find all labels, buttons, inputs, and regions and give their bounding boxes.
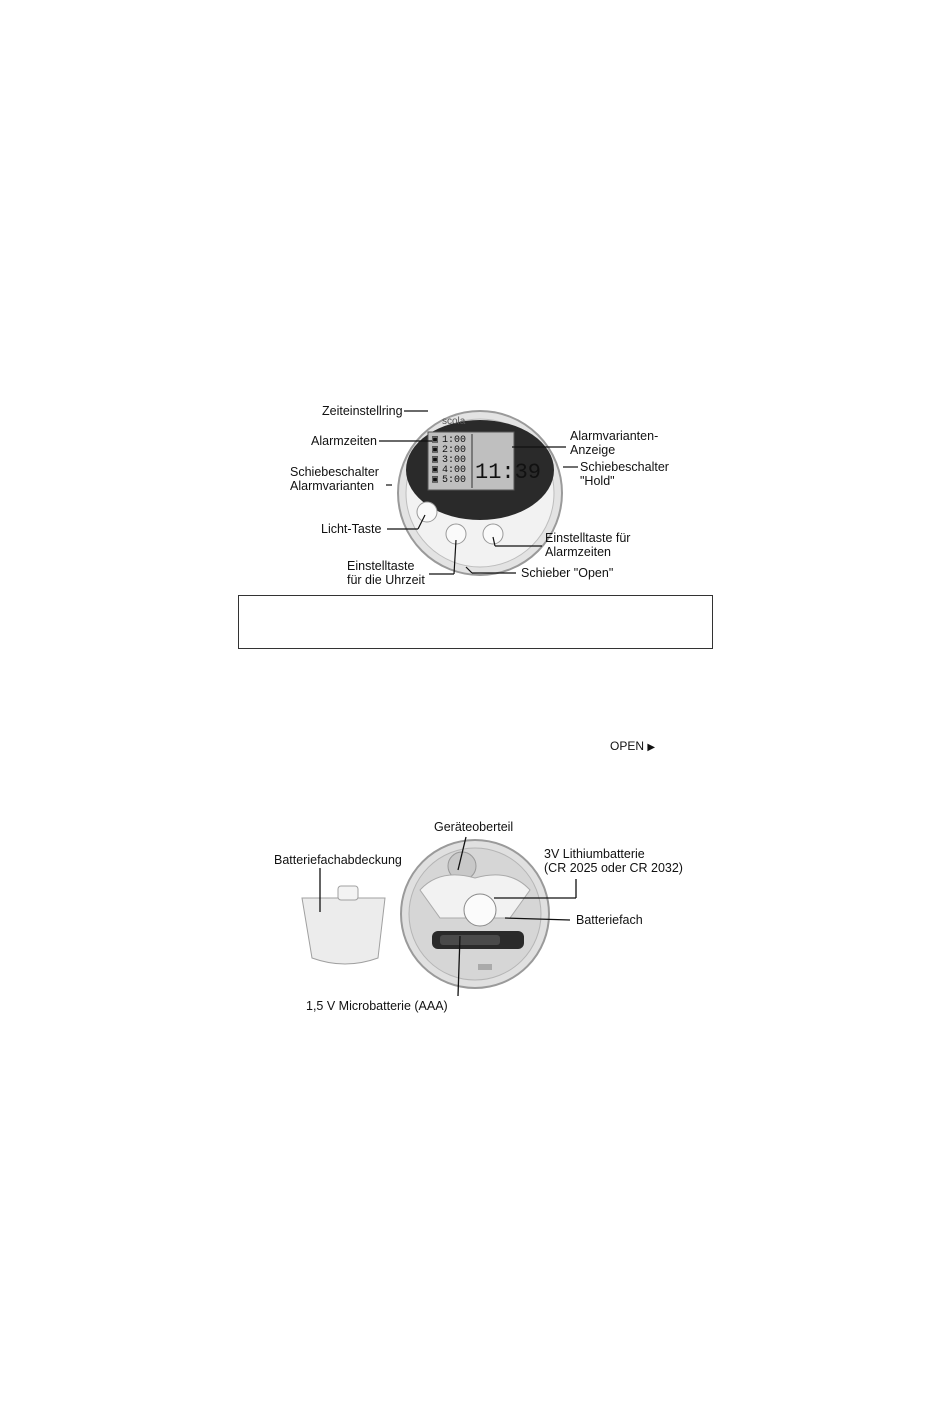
brand-logo: scola bbox=[442, 416, 466, 427]
alarm-time-5: 5:00 bbox=[442, 475, 467, 486]
alarm-time-3: 3:00 bbox=[442, 455, 467, 466]
alarm-time-2: 2:00 bbox=[442, 445, 467, 456]
svg-text:▣: ▣ bbox=[432, 465, 439, 476]
label-light-button: Licht-Taste bbox=[321, 522, 382, 536]
label-set-alarm-line2: Alarmzeiten bbox=[545, 545, 611, 559]
label-indicator-line1: Alarmvarianten- bbox=[570, 429, 659, 443]
label-alarm-times: Alarmzeiten bbox=[311, 434, 377, 448]
label-battery-compartment: Batteriefach bbox=[576, 913, 643, 927]
svg-text:▣: ▣ bbox=[432, 435, 439, 446]
label-aaa-battery: 1,5 V Microbatterie (AAA) bbox=[306, 999, 448, 1013]
label-slide-variants-line1: Schiebeschalter bbox=[290, 465, 379, 479]
svg-text:▣: ▣ bbox=[432, 455, 439, 466]
label-indicator-line2: Anzeige bbox=[570, 443, 616, 457]
label-hold-line2: "Hold" bbox=[580, 474, 615, 488]
clock-display: 11:39 bbox=[475, 460, 542, 485]
label-slide-variants-line2: Alarmvarianten bbox=[290, 479, 375, 493]
label-set-alarm-line1: Einstelltaste für bbox=[545, 531, 631, 545]
svg-text:▣: ▣ bbox=[432, 475, 439, 486]
label-hold-line1: Schiebeschalter bbox=[580, 460, 669, 474]
label-set-time-line1: Einstelltaste bbox=[347, 559, 415, 573]
triangle-right-icon: ▶ bbox=[647, 742, 656, 753]
label-set-time-line2: für die Uhrzeit bbox=[347, 573, 425, 587]
label-lithium-battery bbox=[544, 847, 683, 875]
label-lithium-line2: (CR 2025 oder CR 2032) bbox=[544, 861, 683, 875]
label-device-top: Geräteoberteil bbox=[434, 820, 514, 834]
alarm-time-4: 4:00 bbox=[442, 465, 467, 476]
label-lithium-line1: 3V Lithiumbatterie bbox=[544, 847, 645, 861]
alarm-time-1: 1:00 bbox=[442, 435, 467, 446]
label-battery-cover: Batteriefachabdeckung bbox=[274, 853, 402, 867]
svg-text:▣: ▣ bbox=[432, 445, 439, 456]
label-open-slider: Schieber "Open" bbox=[521, 566, 614, 580]
open-label: OPEN bbox=[610, 739, 645, 753]
label-ring: Zeiteinstellring bbox=[322, 404, 403, 418]
